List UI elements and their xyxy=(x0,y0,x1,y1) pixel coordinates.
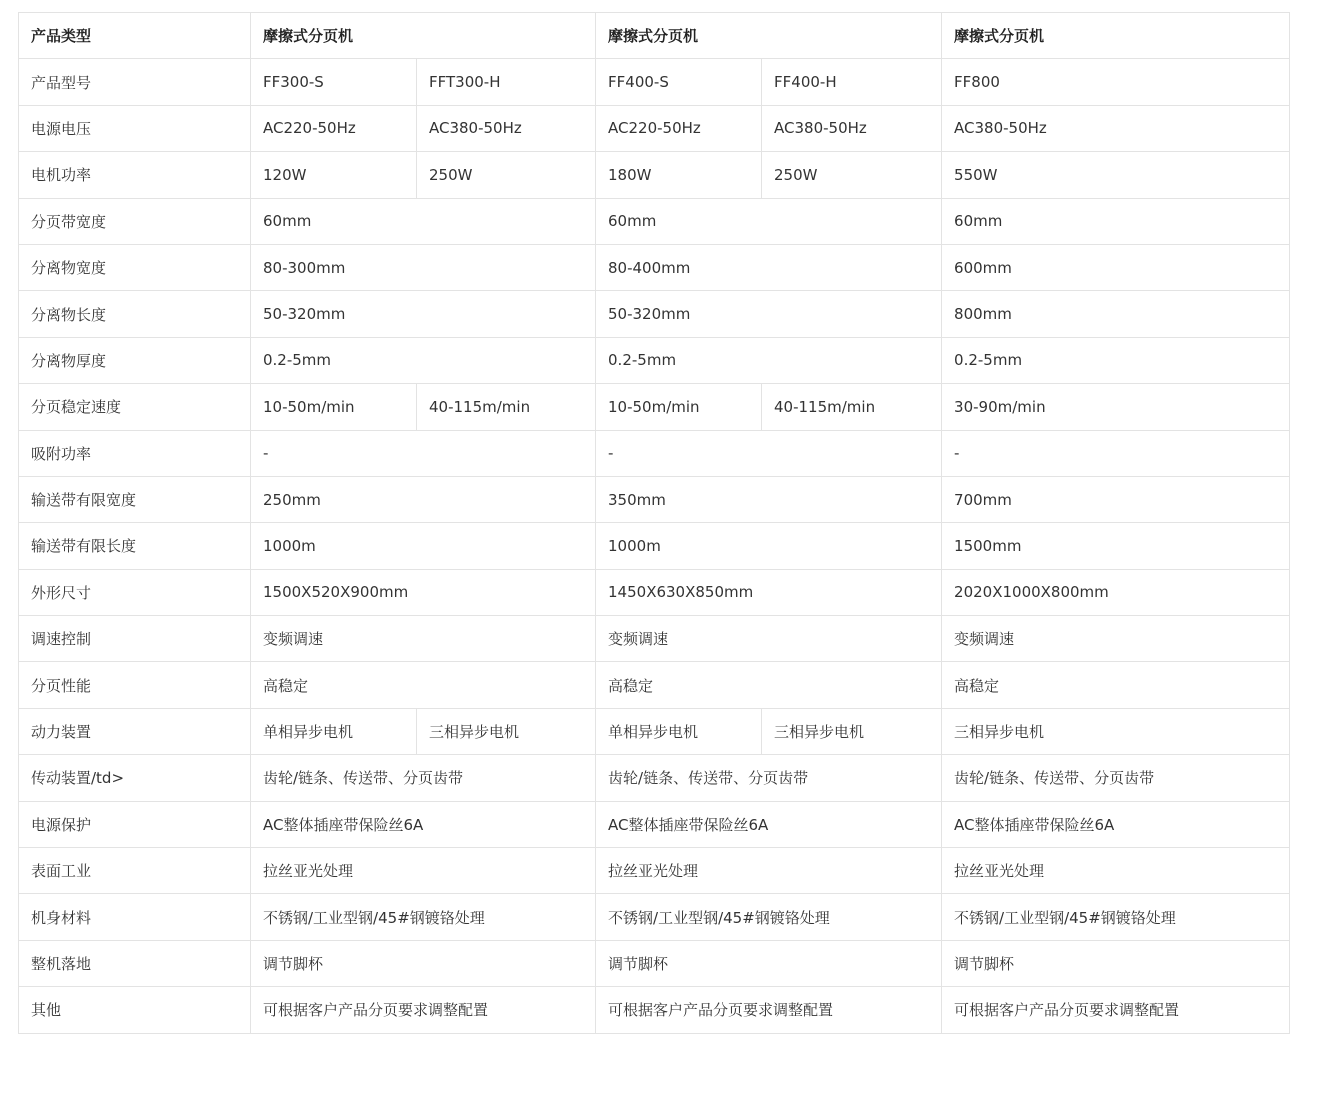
spec-cell: AC380-50Hz xyxy=(417,105,596,151)
spec-cell: 800mm xyxy=(942,291,1290,337)
table-row xyxy=(19,940,1290,986)
spec-cell: AC整体插座带保险丝6A xyxy=(251,801,596,847)
row-label: 表面工业 xyxy=(19,848,251,894)
spec-cell: 120W xyxy=(251,152,417,198)
spec-cell: 调节脚杯 xyxy=(596,940,942,986)
spec-cell: 2020X1000X800mm xyxy=(942,569,1290,615)
table-row xyxy=(19,476,1290,522)
spec-cell: 齿轮/链条、传送带、分页齿带 xyxy=(942,755,1290,801)
spec-cell: 不锈钢/工业型钢/45#钢镀铬处理 xyxy=(596,894,942,940)
spec-cell: 50-320mm xyxy=(251,291,596,337)
spec-cell: AC整体插座带保险丝6A xyxy=(942,801,1290,847)
spec-cell: - xyxy=(251,430,596,476)
row-label: 产品型号 xyxy=(19,59,251,105)
header-group: 摩擦式分页机 xyxy=(596,13,942,59)
spec-cell: 可根据客户产品分页要求调整配置 xyxy=(596,987,942,1033)
spec-table-body xyxy=(19,13,1290,1034)
spec-cell: 拉丝亚光处理 xyxy=(596,848,942,894)
spec-cell: 变频调速 xyxy=(942,616,1290,662)
spec-cell: 三相异步电机 xyxy=(417,708,596,754)
spec-cell: 1000m xyxy=(596,523,942,569)
row-label: 分离物长度 xyxy=(19,291,251,337)
row-label: 吸附功率 xyxy=(19,430,251,476)
table-row xyxy=(19,198,1290,244)
spec-cell: 50-320mm xyxy=(596,291,942,337)
spec-cell: 1000m xyxy=(251,523,596,569)
spec-cell: - xyxy=(596,430,942,476)
spec-cell: 10-50m/min xyxy=(596,384,762,430)
table-row xyxy=(19,755,1290,801)
row-label: 分离物宽度 xyxy=(19,244,251,290)
row-label: 分页稳定速度 xyxy=(19,384,251,430)
table-row xyxy=(19,662,1290,708)
spec-cell: AC220-50Hz xyxy=(251,105,417,151)
spec-cell: 单相异步电机 xyxy=(251,708,417,754)
spec-cell: 不锈钢/工业型钢/45#钢镀铬处理 xyxy=(251,894,596,940)
spec-cell: AC整体插座带保险丝6A xyxy=(596,801,942,847)
spec-cell: 0.2-5mm xyxy=(942,337,1290,383)
spec-cell: 高稳定 xyxy=(251,662,596,708)
spec-cell: AC380-50Hz xyxy=(762,105,942,151)
row-label: 调速控制 xyxy=(19,616,251,662)
table-row xyxy=(19,987,1290,1033)
row-label: 其他 xyxy=(19,987,251,1033)
table-row xyxy=(19,848,1290,894)
row-label: 外形尺寸 xyxy=(19,569,251,615)
spec-cell: FF400-S xyxy=(596,59,762,105)
table-row xyxy=(19,244,1290,290)
spec-cell: 60mm xyxy=(596,198,942,244)
spec-cell: 三相异步电机 xyxy=(942,708,1290,754)
header-group: 摩擦式分页机 xyxy=(942,13,1290,59)
spec-cell: 40-115m/min xyxy=(417,384,596,430)
table-row xyxy=(19,152,1290,198)
spec-cell: AC220-50Hz xyxy=(596,105,762,151)
row-label: 电源保护 xyxy=(19,801,251,847)
spec-cell: 齿轮/链条、传送带、分页齿带 xyxy=(251,755,596,801)
spec-cell: 60mm xyxy=(251,198,596,244)
spec-cell: 单相异步电机 xyxy=(596,708,762,754)
spec-cell: FF400-H xyxy=(762,59,942,105)
spec-cell: 1500mm xyxy=(942,523,1290,569)
spec-cell: 80-300mm xyxy=(251,244,596,290)
table-row xyxy=(19,708,1290,754)
table-row xyxy=(19,523,1290,569)
spec-cell: 拉丝亚光处理 xyxy=(942,848,1290,894)
row-label: 分离物厚度 xyxy=(19,337,251,383)
spec-cell: 1450X630X850mm xyxy=(596,569,942,615)
spec-cell: 齿轮/链条、传送带、分页齿带 xyxy=(596,755,942,801)
spec-cell: 调节脚杯 xyxy=(942,940,1290,986)
spec-cell: 550W xyxy=(942,152,1290,198)
table-row xyxy=(19,894,1290,940)
table-row xyxy=(19,291,1290,337)
spec-cell: 250W xyxy=(762,152,942,198)
header-group: 摩擦式分页机 xyxy=(251,13,596,59)
spec-cell: 拉丝亚光处理 xyxy=(251,848,596,894)
spec-cell: 不锈钢/工业型钢/45#钢镀铬处理 xyxy=(942,894,1290,940)
spec-cell: 10-50m/min xyxy=(251,384,417,430)
spec-cell: 变频调速 xyxy=(251,616,596,662)
header-row xyxy=(19,13,1290,59)
table-row xyxy=(19,59,1290,105)
row-label: 机身材料 xyxy=(19,894,251,940)
spec-cell: 250mm xyxy=(251,476,596,522)
header-label: 产品类型 xyxy=(19,13,251,59)
row-label: 整机落地 xyxy=(19,940,251,986)
row-label: 分页性能 xyxy=(19,662,251,708)
spec-cell: 0.2-5mm xyxy=(251,337,596,383)
spec-cell: 0.2-5mm xyxy=(596,337,942,383)
spec-cell: FFT300-H xyxy=(417,59,596,105)
spec-cell: 60mm xyxy=(942,198,1290,244)
row-label: 电机功率 xyxy=(19,152,251,198)
row-label: 传动装置/td> xyxy=(19,755,251,801)
spec-cell: - xyxy=(942,430,1290,476)
spec-cell: 30-90m/min xyxy=(942,384,1290,430)
spec-cell: 三相异步电机 xyxy=(762,708,942,754)
row-label: 电源电压 xyxy=(19,105,251,151)
row-label: 输送带有限长度 xyxy=(19,523,251,569)
spec-cell: 350mm xyxy=(596,476,942,522)
row-label: 输送带有限宽度 xyxy=(19,476,251,522)
table-row xyxy=(19,337,1290,383)
spec-cell: 变频调速 xyxy=(596,616,942,662)
spec-cell: 180W xyxy=(596,152,762,198)
row-label: 分页带宽度 xyxy=(19,198,251,244)
table-row xyxy=(19,616,1290,662)
table-row xyxy=(19,801,1290,847)
row-label: 动力装置 xyxy=(19,708,251,754)
spec-cell: 250W xyxy=(417,152,596,198)
spec-cell: 高稳定 xyxy=(596,662,942,708)
spec-cell: 80-400mm xyxy=(596,244,942,290)
spec-table xyxy=(18,12,1290,1034)
spec-cell: 1500X520X900mm xyxy=(251,569,596,615)
table-row xyxy=(19,569,1290,615)
table-row xyxy=(19,384,1290,430)
spec-cell: 高稳定 xyxy=(942,662,1290,708)
spec-cell: 40-115m/min xyxy=(762,384,942,430)
spec-cell: FF800 xyxy=(942,59,1290,105)
spec-cell: 600mm xyxy=(942,244,1290,290)
table-row xyxy=(19,105,1290,151)
spec-cell: 可根据客户产品分页要求调整配置 xyxy=(251,987,596,1033)
table-row xyxy=(19,430,1290,476)
spec-cell: 可根据客户产品分页要求调整配置 xyxy=(942,987,1290,1033)
spec-cell: 调节脚杯 xyxy=(251,940,596,986)
spec-cell: AC380-50Hz xyxy=(942,105,1290,151)
spec-cell: FF300-S xyxy=(251,59,417,105)
spec-cell: 700mm xyxy=(942,476,1290,522)
